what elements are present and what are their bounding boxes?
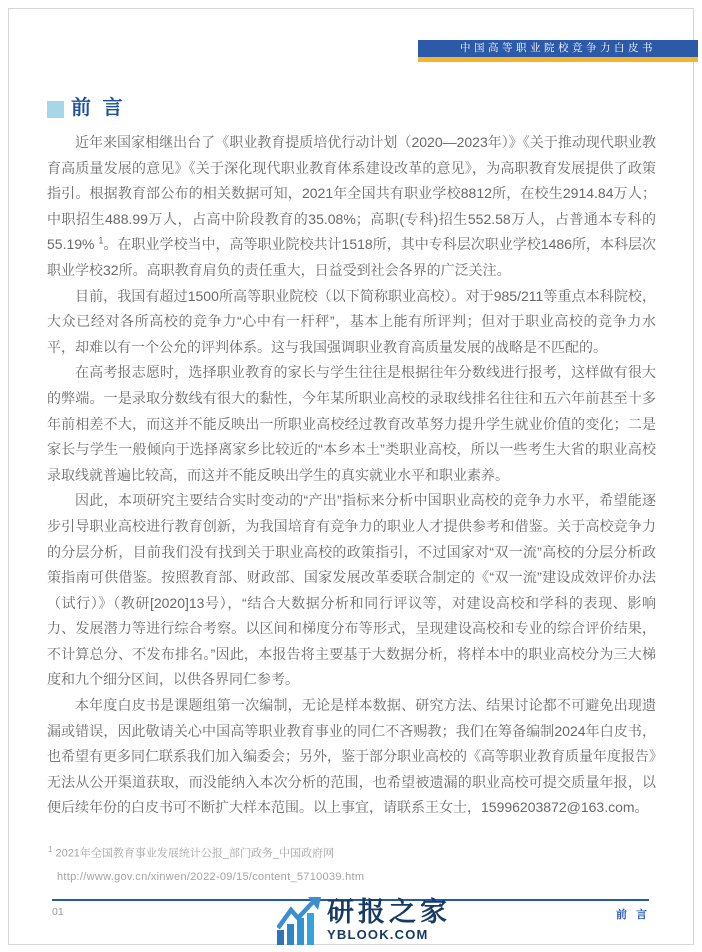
section-heading bbox=[47, 98, 126, 120]
section-title: 前 言 bbox=[71, 97, 126, 119]
logo-name: 研报之家 bbox=[327, 897, 451, 927]
footnote-text: 2021年全国教育事业发展统计公报_部门政务_中国政府网 bbox=[55, 847, 335, 860]
paragraph-3: 在高考报志愿时，选择职业教育的家长与学生往往是根据往年分数线进行报考，这样做有很大的弊端。一是录取分数线有很大的黏性，今年某所职业高校的录取线排名往往和五六年前甚至十多年前相差不大，而这并不能反映出一所职业高校经过教育改革努力提升学生就业价值的变化；二是家长与学生一般倾向于选择离家乡比较近的“本乡本土”类职业高校，所以一些考生大省的职业高校录取线就普遍比较高，而这并不能反映出学生的真实就业水平和职业素养。 bbox=[47, 364, 656, 483]
banner-accent-stripe bbox=[418, 57, 698, 62]
footnote-text-line bbox=[48, 838, 364, 866]
body-text bbox=[47, 130, 656, 821]
footnote bbox=[48, 838, 364, 889]
watermark-logo bbox=[277, 897, 451, 945]
header-banner bbox=[418, 40, 698, 62]
footnote-marker: 1 bbox=[48, 845, 53, 854]
paragraph-5: 本年度白皮书是课题组第一次编制，无论是样本数据、研究方法、结果讨论都不可避免出现遗漏或错误，因此敬请关心中国高等职业教育事业的同仁不吝赐教；我们在筹备编制2024年白皮书，也希望有更多同仁联系我们加入编委会；另外，鉴于部分职业高校的《高等职业教育质量年度报告》无法从公开渠道获取，而没能纳入本次分析的范围，也希望被遗漏的职业高校可提交质量年报，以便后续年份的白皮书可不断扩大样本范围。以上事宜，请联系王女士，15996203872@163.com。 bbox=[47, 697, 656, 816]
paragraph-4: 因此，本项研究主要结合实时变动的“产出”指标来分析中国职业高校的竞争力水平，希望能逐步引导职业高校进行教育创新，为我国培育有竞争力的职业人才提供参考和借鉴。关于高校竞争力的分层分析，目前我们没有找到关于职业高校的政策指引，不过国家对“双一流”高校的分层分析政策指南可供借鉴。按照教育部、财政部、国家发展改革委联合制定的《“双一流”建设成效评价办法（试行）》（教研[2020]13号），“结合大数据分析和同行评议等，对建设高校和学科的表现、影响力、发展潜力等进行综合考察。以区间和梯度分布等形式，呈现建设高校和专业的综合评价结果，不计算总分、不发布排名。”因此，本报告将主要基于大数据分析，将样本中的职业高校分为三大梯度和九个细分区间，以供各界同仁参考。 bbox=[47, 492, 656, 688]
heading-square-icon bbox=[47, 101, 64, 118]
footnote-url[interactable]: http://www.gov.cn/xinwen/2022-09/15/content_5710039.htm bbox=[57, 870, 365, 883]
bar-chart-arrow-icon bbox=[277, 897, 321, 945]
paragraph-2: 目前，我国有超过1500所高等职业院校（以下简称职业高校）。对于985/211等重点本科院校，大众已经对各所高校的竞争力“心中有一杆秤”，基本上能有所评判；但对于职业高校的竞争力水平，却难以有一个公允的评判体系。这与我国强调职业教育高质量发展的战略是不匹配的。 bbox=[47, 287, 656, 355]
paragraph-1-text: 近年来国家相继出台了《职业教育提质培优行动计划（2020—2023年）》《关于推动现代职业教育高质量发展的意见》《关于深化现代职业教育体系建设改革的意见》，为高职教育发展提供了政策指引。根据教育部公布的相关数据可知，2021年全国共有职业学校8812所，在校生2914.84万人；中职招生488.99万人，占高中阶段教育的35.08%；高职(专科)招生552.58万人，占普通本专科的55.19% bbox=[47, 134, 656, 253]
footnote-reference: 1 bbox=[98, 235, 104, 246]
logo-domain: YBLOOK.COM bbox=[327, 927, 429, 942]
paragraph-1 bbox=[47, 130, 656, 284]
paragraph-1-text-cont: 。在职业学校当中，高等职业院校共计1518所，其中专科层次职业学校1486所，本科层次职业学校32所。高职教育肩负的责任重大，日益受到社会各界的广泛关注。 bbox=[47, 236, 656, 278]
logo-text-block bbox=[327, 897, 451, 943]
footer-section-label: 前 言 bbox=[615, 909, 650, 921]
banner-title: 中国高等职业院校竞争力白皮书 bbox=[418, 40, 698, 57]
page-number: 01 bbox=[52, 906, 64, 918]
